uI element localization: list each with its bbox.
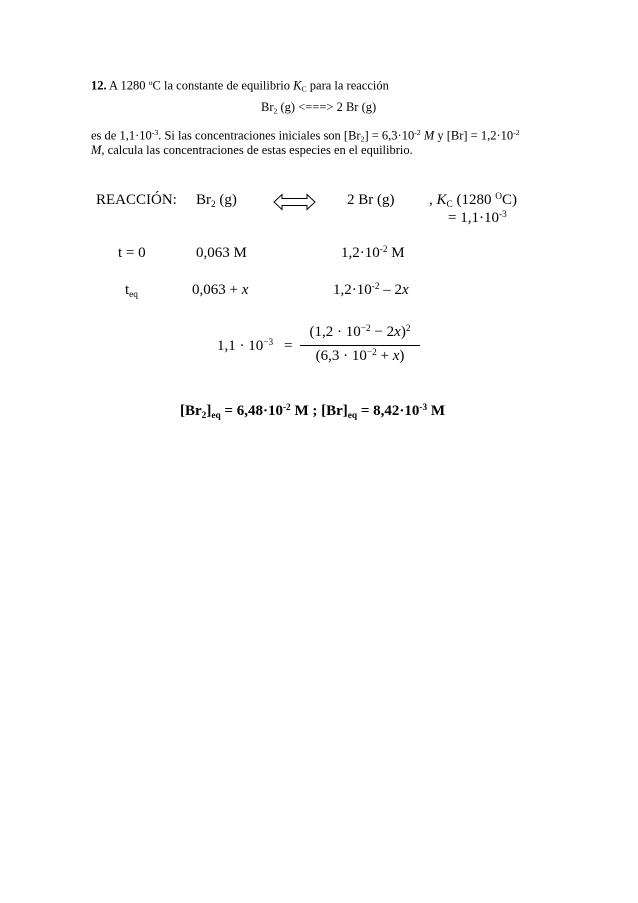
problem-line-4: M, calcula las concentraciones de estas especies en el equilibrio. bbox=[91, 143, 413, 157]
problem-number: 12. bbox=[91, 78, 107, 93]
reactant-br2: $Br_2$ (g) bbox=[196, 192, 237, 210]
row-teq-br: $1,2\cdot 10^{-2} - 2x$ bbox=[333, 282, 409, 299]
equation-numerator: $(1,2 \cdot 10^{-2} - 2x)^2$ bbox=[309, 324, 411, 341]
row-teq-br2: 0,063 + x bbox=[192, 282, 249, 298]
equilibrium-double-arrow-icon bbox=[273, 193, 316, 211]
reaction-label: REACCIÓN: bbox=[96, 192, 177, 208]
row-teq-label: $t_{eq}$ bbox=[125, 282, 138, 300]
product-br: 2 Br (g) bbox=[347, 192, 395, 208]
fraction-bar bbox=[300, 345, 420, 346]
problem-line-3: es de $1,1\cdot 10^{-3}$. Si las concentraciones iniciales son $[Br_2] = 6,3\cdot 10^{-2}$ M y $[Br] = 1,2\cdot 10^{-2}$ bbox=[91, 128, 520, 144]
problem-reaction: $Br_2$ (g) <===> 2 Br (g) bbox=[261, 100, 377, 116]
equation-denominator: $(6,3 \cdot 10^{-2} + x)$ bbox=[315, 348, 405, 365]
kc-value: = $1,1\cdot 10^{-3}$ bbox=[448, 210, 507, 227]
kc-label: , $K_C$ (1280 $^O$C) bbox=[429, 192, 517, 210]
row-t0-br: $1,2\cdot 10^{-2}$ M bbox=[341, 245, 405, 262]
problem-line-1: 12. A 1280 $^o$C la constante de equilibrio $K_C$ para la reacción bbox=[91, 78, 389, 94]
row-t0-br2: 0,063 M bbox=[196, 245, 247, 261]
equation-equals: = bbox=[284, 338, 293, 354]
result-line: $[Br_2]_{eq} = 6,48\cdot 10^{-2}$ M ; $[Br]_{eq} = 8,42\cdot 10^{-3}$ M bbox=[180, 403, 446, 421]
row-t0-label: t = 0 bbox=[118, 245, 146, 261]
equation-lhs: $1,1 \cdot 10^{-3}$ bbox=[217, 338, 274, 355]
